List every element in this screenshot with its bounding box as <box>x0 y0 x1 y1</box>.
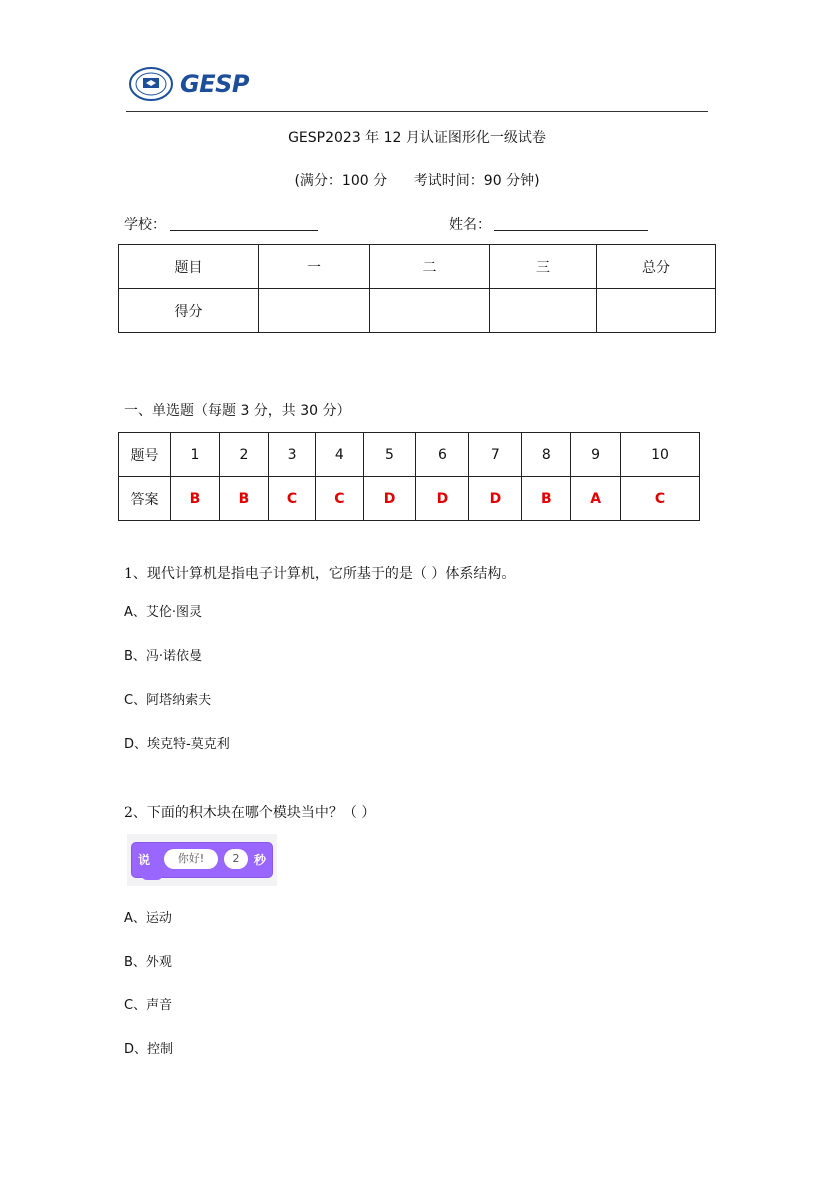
block-message-input: 你好! <box>164 849 218 869</box>
score-header-cell: 一 <box>259 245 370 289</box>
answer-cell: B <box>219 477 268 521</box>
question-2-option-b[interactable]: B、外观 <box>124 955 172 970</box>
answer-row-label: 答案 <box>119 477 171 521</box>
block-tab <box>141 872 163 880</box>
say-block-image <box>127 834 277 886</box>
name-field[interactable] <box>494 230 648 231</box>
section-heading: 一、单选题（每题 3 分，共 30 分） <box>124 403 351 419</box>
logo-text: GESP <box>180 70 249 98</box>
score-cell[interactable] <box>490 289 597 333</box>
school-label: 学校： <box>124 217 166 233</box>
question-2-option-c[interactable]: C、声音 <box>124 998 173 1013</box>
answer-cell: D <box>416 477 469 521</box>
question-1-text: 1、现代计算机是指电子计算机，它所基于的是（ ）体系结构。 <box>124 566 516 582</box>
answer-cell: C <box>268 477 315 521</box>
question-number-cell: 9 <box>571 433 621 477</box>
answer-table-answer-row <box>119 477 700 521</box>
score-header-cell: 二 <box>370 245 490 289</box>
name-label: 姓名： <box>449 217 491 233</box>
answer-table-number-row <box>119 433 700 477</box>
exam-subtitle: (满分：100 分 考试时间：90 分钟) <box>294 173 540 189</box>
gesp-logo <box>128 66 268 104</box>
score-cell[interactable] <box>370 289 490 333</box>
score-header-cell: 题目 <box>119 245 259 289</box>
question-number-cell: 1 <box>171 433 220 477</box>
score-table-header-row <box>119 245 716 289</box>
score-row-label: 得分 <box>119 289 259 333</box>
header-rule <box>126 111 708 112</box>
answer-cell: D <box>363 477 416 521</box>
score-cell[interactable] <box>259 289 370 333</box>
question-1-option-b[interactable]: B、冯·诺依曼 <box>124 649 203 664</box>
question-number-cell: 4 <box>316 433 363 477</box>
question-1-option-d[interactable]: D、埃克特-莫克利 <box>124 737 230 752</box>
block-seconds-input: 2 <box>224 849 248 869</box>
block-say-label: 说 <box>138 853 151 867</box>
question-2-option-a[interactable]: A、运动 <box>124 911 172 926</box>
question-number-cell: 8 <box>522 433 571 477</box>
number-row-label: 题号 <box>119 433 171 477</box>
answer-cell: C <box>620 477 699 521</box>
answer-table <box>118 432 700 521</box>
answer-cell: C <box>316 477 363 521</box>
question-number-cell: 7 <box>469 433 522 477</box>
question-number-cell: 3 <box>268 433 315 477</box>
question-number-cell: 10 <box>620 433 699 477</box>
question-2-option-d[interactable]: D、控制 <box>124 1042 174 1057</box>
question-1-option-a[interactable]: A、艾伦·图灵 <box>124 605 203 620</box>
answer-cell: B <box>171 477 220 521</box>
answer-cell: B <box>522 477 571 521</box>
block-seconds-unit: 秒 <box>254 853 267 867</box>
exam-title: GESP2023 年 12 月认证图形化一级试卷 <box>288 130 546 146</box>
answer-cell: D <box>469 477 522 521</box>
question-number-cell: 5 <box>363 433 416 477</box>
question-number-cell: 6 <box>416 433 469 477</box>
score-table-score-row <box>119 289 716 333</box>
score-cell[interactable] <box>597 289 716 333</box>
question-number-cell: 2 <box>219 433 268 477</box>
score-header-cell: 总分 <box>597 245 716 289</box>
score-header-cell: 三 <box>490 245 597 289</box>
school-field[interactable] <box>170 230 318 231</box>
question-1-option-c[interactable]: C、阿塔纳索夫 <box>124 693 212 708</box>
score-table <box>118 244 716 333</box>
ccf-seal-icon <box>128 66 174 102</box>
answer-cell: A <box>571 477 621 521</box>
question-2-text: 2、下面的积木块在哪个模块当中？（ ） <box>124 805 376 821</box>
